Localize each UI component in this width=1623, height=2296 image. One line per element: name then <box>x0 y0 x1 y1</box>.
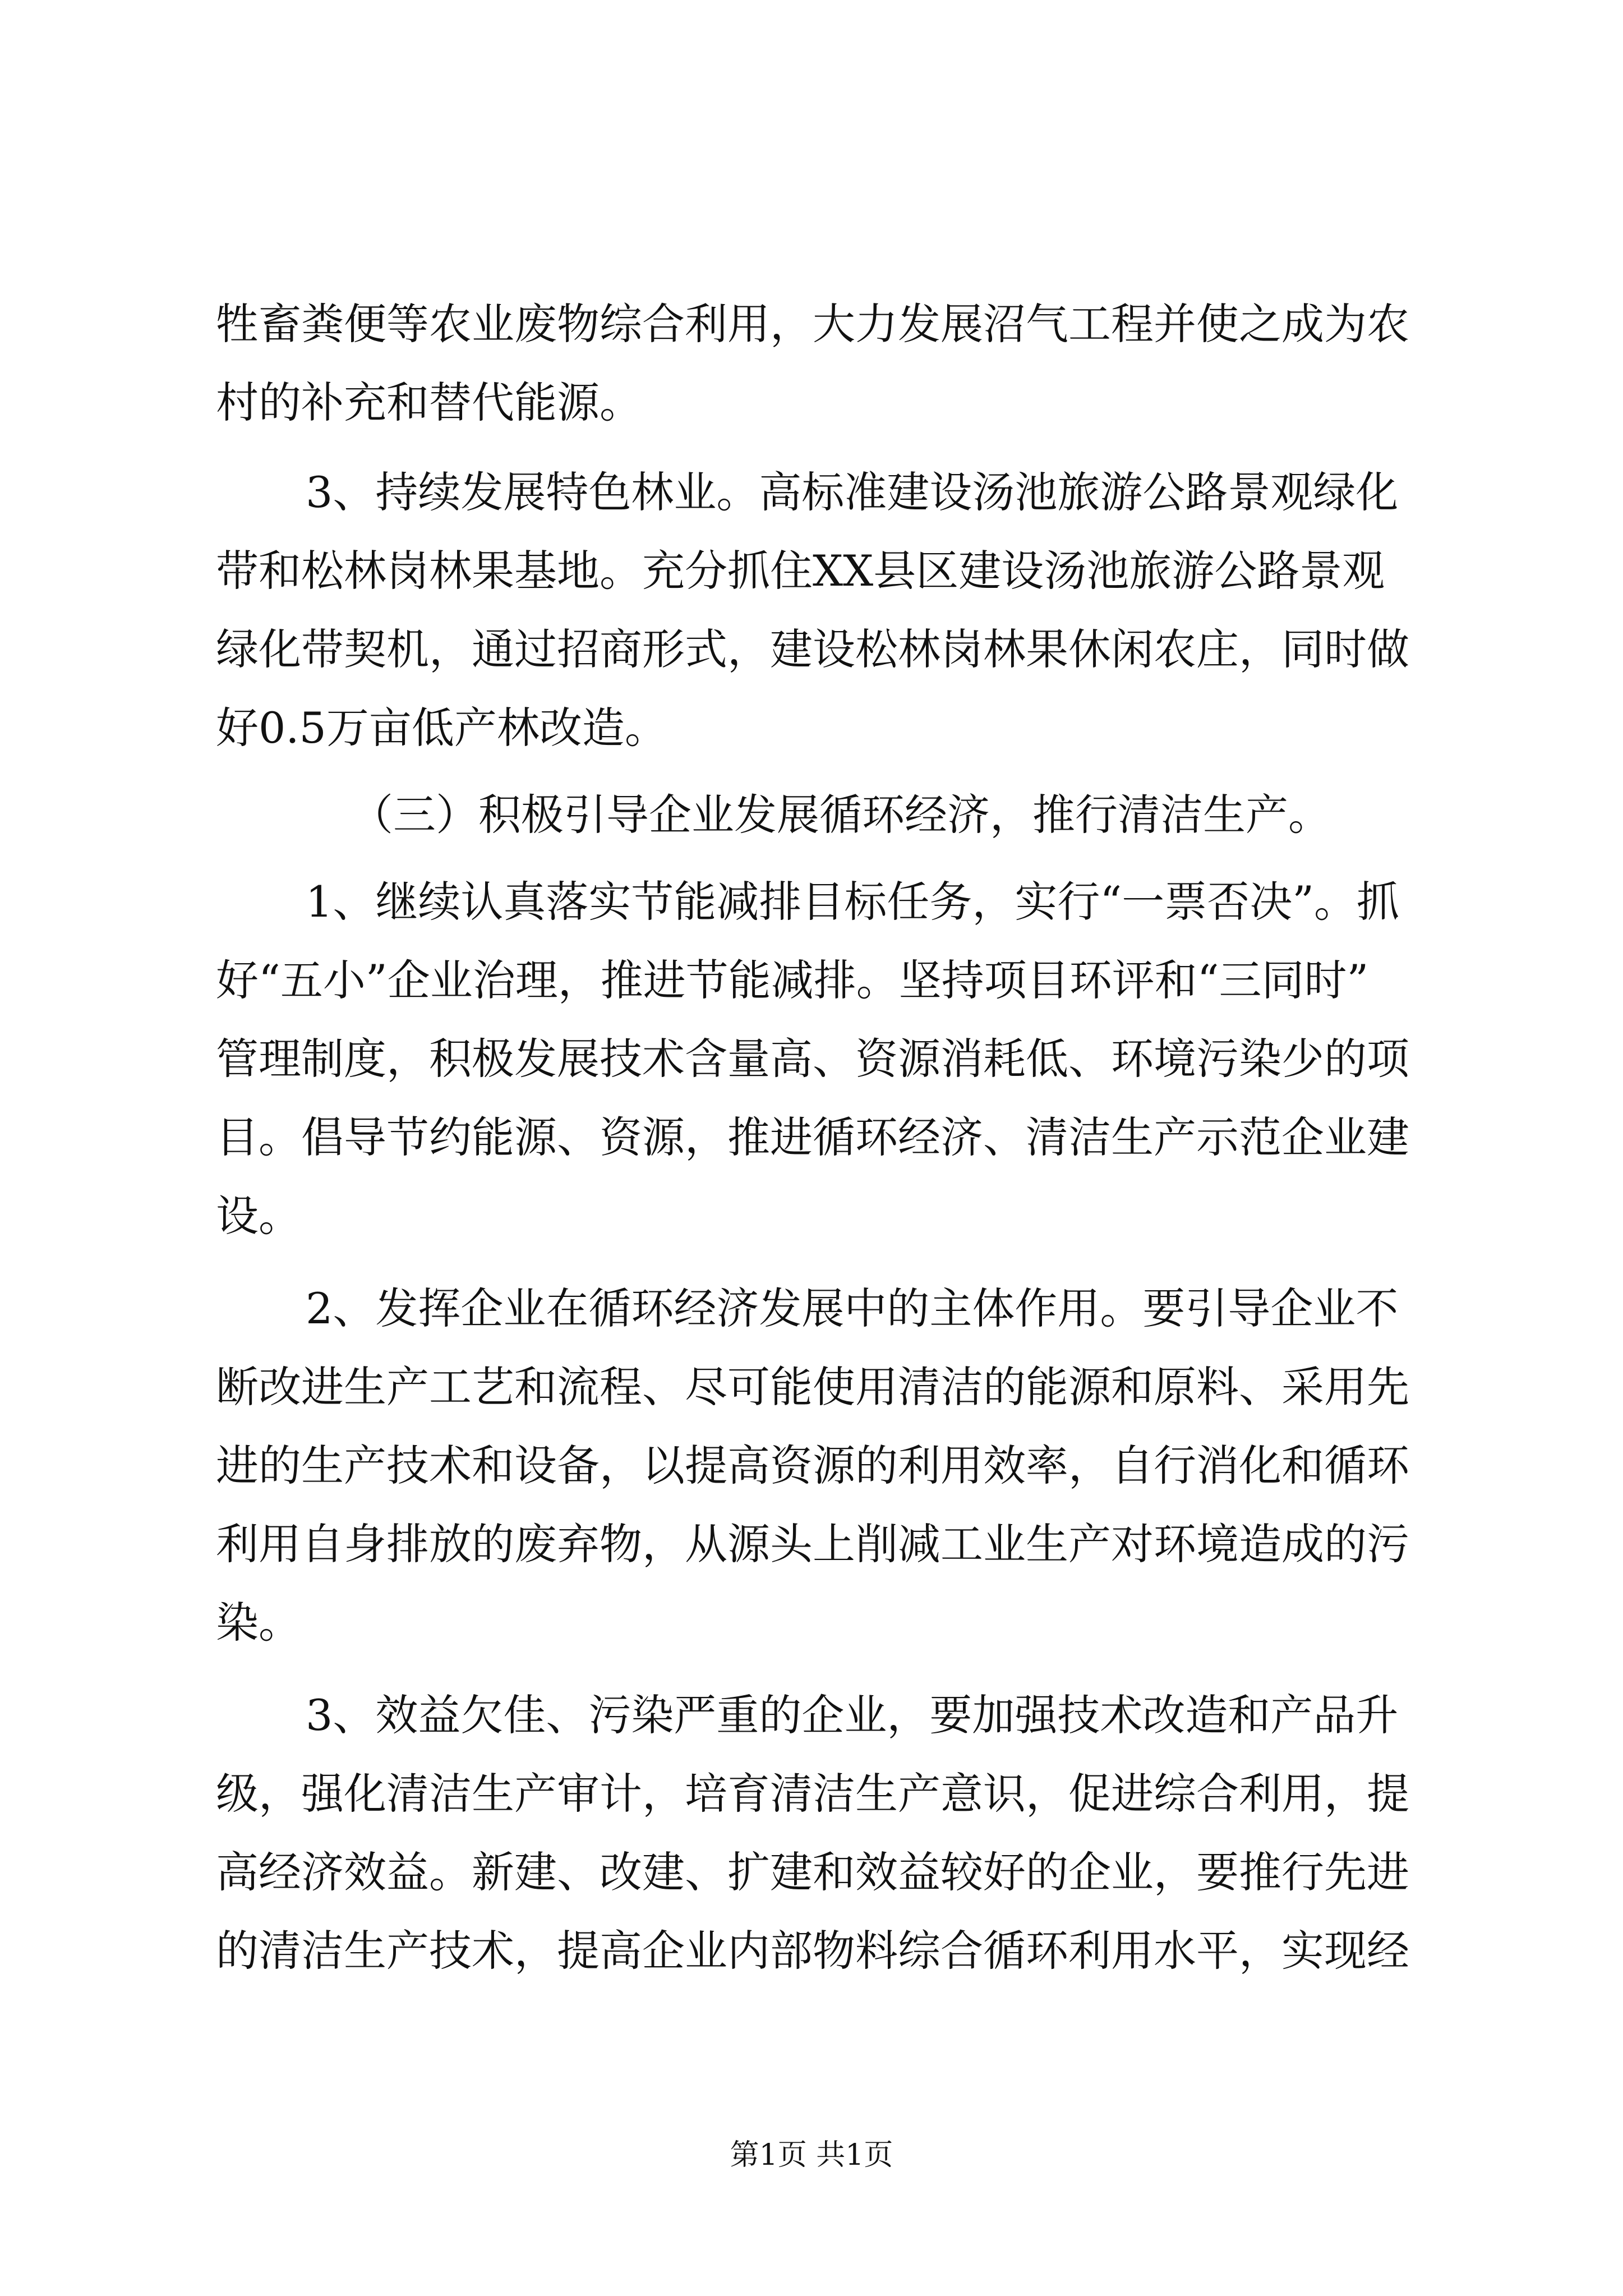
page-number-footer: 第1页 共1页 <box>730 2138 893 2172</box>
text-line: 进的生产技术和设备，以提高资源的利用效率，自行消化和循环 <box>216 1441 1409 1490</box>
section-heading: （三）积极引导企业发展循环经济，推行清洁生产。 <box>351 790 1331 840</box>
text-line: 目。倡导节约能源、资源，推进循环经济、清洁生产示范企业建 <box>216 1112 1409 1162</box>
text-line: 好“五小”企业治理，推进节能减排。坚持项目环评和“三同时” <box>216 955 1369 1005</box>
text-line: 染。 <box>216 1598 301 1648</box>
text-line: 牲畜粪便等农业废物综合利用，大力发展沼气工程并使之成为农 <box>216 299 1409 349</box>
text-line: 设。 <box>216 1191 301 1241</box>
text-line: 高经济效益。新建、改建、扩建和效益较好的企业，要推行先进 <box>216 1847 1409 1897</box>
text-line: 3、持续发展特色林业。高标准建设汤池旅游公路景观绿化 <box>306 467 1399 517</box>
text-line: 的清洁生产技术，提高企业内部物料综合循环利用水平，实现经 <box>216 1926 1409 1976</box>
text-line: 村的补充和替代能源。 <box>216 378 642 427</box>
text-line: 级，强化清洁生产审计，培育清洁生产意识，促进综合利用，提 <box>216 1769 1409 1819</box>
text-line: 绿化带契机，通过招商形式，建设松林岗林果休闲农庄，同时做 <box>216 624 1409 674</box>
text-line: 好0.5万亩低产林改造。 <box>216 703 667 753</box>
text-line: 2、发挥企业在循环经济发展中的主体作用。要引导企业不 <box>306 1283 1399 1333</box>
text-line: 3、效益欠佳、污染严重的企业，要加强技术改造和产品升 <box>306 1690 1399 1740</box>
text-line: 断改进生产工艺和流程、尽可能使用清洁的能源和原料、采用先 <box>216 1362 1409 1412</box>
text-line: 利用自身排放的废弃物，从源头上削减工业生产对环境造成的污 <box>216 1519 1409 1569</box>
text-line: 带和松林岗林果基地。充分抓住XX县区建设汤池旅游公路景观 <box>216 546 1385 596</box>
text-line: 1、继续认真落实节能减排目标任务，实行“一票否决”。抓 <box>306 877 1400 927</box>
text-line: 管理制度，积极发展技术含量高、资源消耗低、环境污染少的项 <box>216 1034 1409 1084</box>
